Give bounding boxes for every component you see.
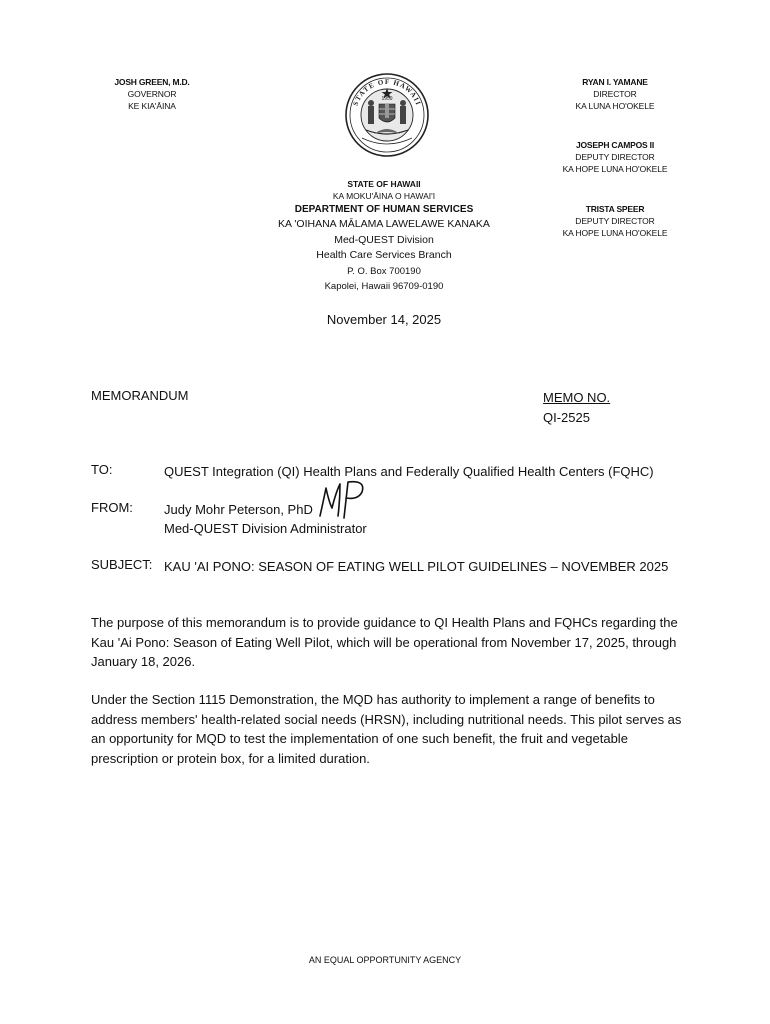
state-name-hawaiian: KA MOKU'ĀINA O HAWAI'I [332,191,436,201]
deputy-director-2-name: TRISTA SPEER [585,204,645,214]
deputy-director-1-title: DEPUTY DIRECTOR [575,152,655,162]
deputy-director-1-name: JOSEPH CAMPOS II [575,140,655,150]
deputy-director-2-title-hawaiian: KA HOPE LUNA HO'OKELE [562,228,668,238]
department-name: DEPARTMENT OF HUMAN SERVICES [294,204,474,215]
director-title-hawaiian: KA LUNA HO'OKELE [575,101,655,111]
state-name: STATE OF HAWAII [347,179,421,189]
body-paragraph-2: Under the Section 1115 Demonstration, the MQD has authority to implement a range of benefits to address members' health-related social needs (HRSN), including nutritional needs. This pilot serves as an opportunity for MQD to test the implementation of one such benefit, the fruit and vegetable prescription or protein box, for a limited duration. [91,692,682,766]
director-title: DIRECTOR [593,89,637,99]
to-label: TO: [91,462,113,477]
signature-initials-icon [316,478,368,522]
governor-title: GOVERNOR [127,89,177,99]
subject-label: SUBJECT: [91,557,153,572]
seal-year: 1959 [381,96,393,102]
governor-block [92,76,212,112]
memo-number-label: MEMO NO. [543,390,611,405]
city-address: Kapolei, Hawaii 96709-0190 [324,280,444,292]
state-seal-icon [344,72,430,158]
deputy-director-2-title: DEPUTY DIRECTOR [575,216,655,226]
division-name: Med-QUEST Division [334,233,434,246]
memo-number: QI-2525 [543,410,590,425]
governor-title-hawaiian: KE KIA'ĀINA [128,101,176,111]
governor-name: JOSH GREEN, M.D. [114,77,190,87]
from-name: Judy Mohr Peterson, PhD [164,502,313,517]
directors-block [530,76,700,239]
seal-top-text: STATE OF HAWAII [351,77,423,107]
from-title: Med-QUEST Division Administrator [164,521,367,536]
footer-text: AN EQUAL OPPORTUNITY AGENCY [308,955,462,965]
letterhead-center [250,178,518,294]
po-box: P. O. Box 700190 [347,265,421,277]
from-label: FROM: [91,500,133,515]
memorandum-label: MEMORANDUM [91,388,189,403]
branch-name: Health Care Services Branch [316,249,452,261]
body-paragraph-1: The purpose of this memorandum is to provide guidance to QI Health Plans and FQHCs regarding the Kau 'Ai Pono: Season of Eating Well Pilot, which will be operational from November 17, 2025, through January 18, 2026. [91,615,678,669]
department-name-hawaiian: KA 'OIHANA MĀLAMA LAWELAWE KANAKA [278,218,490,230]
memo-number-block [543,388,610,428]
director-name: RYAN I. YAMANE [582,77,648,87]
memo-date: November 14, 2025 [326,312,442,327]
subject-value: KAU 'AI PONO: SEASON OF EATING WELL PILOT GUIDELINES – NOVEMBER 2025 [164,559,669,574]
deputy-director-1-title-hawaiian: KA HOPE LUNA HO'OKELE [562,164,668,174]
to-value: QUEST Integration (QI) Health Plans and Federally Qualified Health Centers (FQHC) [164,464,654,479]
